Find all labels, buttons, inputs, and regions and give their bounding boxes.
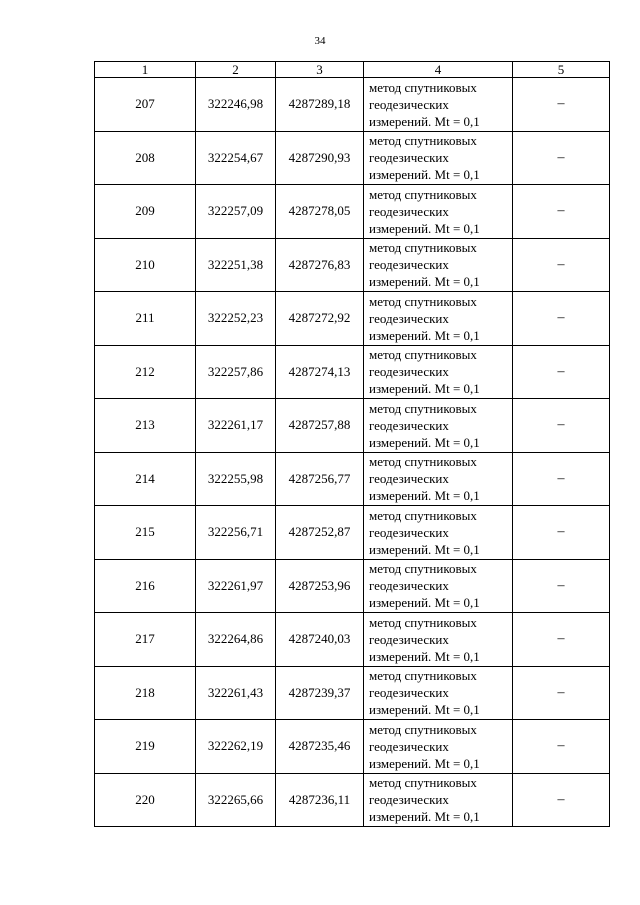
method-line: метод спутниковых: [369, 240, 477, 256]
method-line: метод спутниковых: [369, 293, 477, 309]
method-cell: [364, 773, 513, 827]
method-line: метод спутниковых: [369, 668, 477, 684]
point-number-cell: 210: [95, 238, 196, 292]
point-number-cell: 217: [95, 613, 196, 667]
method-line: геодезических: [369, 631, 449, 647]
note-cell: –: [513, 238, 610, 292]
point-number-cell: 211: [95, 292, 196, 346]
method-line: геодезических: [369, 257, 449, 273]
x-coordinate-cell: 322262,19: [196, 720, 276, 774]
point-number-cell: 219: [95, 720, 196, 774]
method-line: измерений. Mt = 0,1: [369, 648, 480, 664]
x-coordinate-cell: 322256,71: [196, 506, 276, 560]
method-cell: [364, 185, 513, 239]
note-cell: –: [513, 506, 610, 560]
method-line: геодезических: [369, 578, 449, 594]
method-line: геодезических: [369, 96, 449, 112]
column-header: 5: [513, 62, 610, 78]
method-line: метод спутниковых: [369, 79, 477, 95]
y-coordinate-cell: 4287235,46: [276, 720, 364, 774]
point-number-cell: 212: [95, 345, 196, 399]
method-line: геодезических: [369, 524, 449, 540]
x-coordinate-cell: 322252,23: [196, 292, 276, 346]
method-line: измерений. Mt = 0,1: [369, 595, 480, 611]
method-cell: [364, 506, 513, 560]
method-cell: [364, 613, 513, 667]
table-row: [95, 292, 610, 346]
method-line: измерений. Mt = 0,1: [369, 809, 480, 825]
note-cell: –: [513, 78, 610, 132]
y-coordinate-cell: 4287272,92: [276, 292, 364, 346]
note-cell: –: [513, 452, 610, 506]
method-line: геодезических: [369, 792, 449, 808]
y-coordinate-cell: 4287256,77: [276, 452, 364, 506]
x-coordinate-cell: 322251,38: [196, 238, 276, 292]
method-line: метод спутниковых: [369, 775, 477, 791]
y-coordinate-cell: 4287290,93: [276, 131, 364, 185]
column-header: 3: [276, 62, 364, 78]
method-line: измерений. Mt = 0,1: [369, 381, 480, 397]
table-row: [95, 613, 610, 667]
y-coordinate-cell: 4287253,96: [276, 559, 364, 613]
column-header: 1: [95, 62, 196, 78]
method-line: измерений. Mt = 0,1: [369, 755, 480, 771]
table-row: [95, 506, 610, 560]
method-cell: [364, 131, 513, 185]
y-coordinate-cell: 4287289,18: [276, 78, 364, 132]
method-cell: [364, 452, 513, 506]
note-cell: –: [513, 613, 610, 667]
page-number: 34: [314, 35, 326, 47]
method-line: метод спутниковых: [369, 721, 477, 737]
method-cell: [364, 345, 513, 399]
method-line: метод спутниковых: [369, 561, 477, 577]
note-cell: –: [513, 131, 610, 185]
point-number-cell: 220: [95, 773, 196, 827]
point-number-cell: 208: [95, 131, 196, 185]
column-header: 2: [196, 62, 276, 78]
method-line: геодезических: [369, 471, 449, 487]
method-cell: [364, 666, 513, 720]
note-cell: –: [513, 399, 610, 453]
table-row: [95, 185, 610, 239]
table-row: [95, 720, 610, 774]
x-coordinate-cell: 322264,86: [196, 613, 276, 667]
table-row: [95, 452, 610, 506]
x-coordinate-cell: 322257,09: [196, 185, 276, 239]
note-cell: –: [513, 292, 610, 346]
method-line: измерений. Mt = 0,1: [369, 541, 480, 557]
point-number-cell: 209: [95, 185, 196, 239]
table-row: [95, 78, 610, 132]
method-line: метод спутниковых: [369, 186, 477, 202]
x-coordinate-cell: 322261,97: [196, 559, 276, 613]
method-line: метод спутниковых: [369, 347, 477, 363]
method-cell: [364, 720, 513, 774]
table-row: [95, 559, 610, 613]
method-line: геодезических: [369, 685, 449, 701]
y-coordinate-cell: 4287239,37: [276, 666, 364, 720]
method-line: геодезических: [369, 150, 449, 166]
method-line: измерений. Mt = 0,1: [369, 702, 480, 718]
table-body: [95, 78, 610, 827]
y-coordinate-cell: 4287236,11: [276, 773, 364, 827]
method-line: измерений. Mt = 0,1: [369, 274, 480, 290]
table-header-row: [95, 62, 610, 78]
point-number-cell: 213: [95, 399, 196, 453]
point-number-cell: 207: [95, 78, 196, 132]
method-line: измерений. Mt = 0,1: [369, 220, 480, 236]
method-line: метод спутниковых: [369, 133, 477, 149]
method-cell: [364, 292, 513, 346]
method-line: геодезических: [369, 364, 449, 380]
note-cell: –: [513, 720, 610, 774]
table-row: [95, 345, 610, 399]
table-row: [95, 666, 610, 720]
method-line: геодезических: [369, 203, 449, 219]
method-line: геодезических: [369, 310, 449, 326]
note-cell: –: [513, 666, 610, 720]
method-line: метод спутниковых: [369, 507, 477, 523]
x-coordinate-cell: 322265,66: [196, 773, 276, 827]
method-cell: [364, 399, 513, 453]
point-number-cell: 215: [95, 506, 196, 560]
note-cell: –: [513, 773, 610, 827]
method-cell: [364, 238, 513, 292]
y-coordinate-cell: 4287257,88: [276, 399, 364, 453]
y-coordinate-cell: 4287274,13: [276, 345, 364, 399]
coordinates-table: [94, 61, 610, 827]
method-line: измерений. Mt = 0,1: [369, 167, 480, 183]
method-line: метод спутниковых: [369, 614, 477, 630]
x-coordinate-cell: 322257,86: [196, 345, 276, 399]
x-coordinate-cell: 322261,43: [196, 666, 276, 720]
x-coordinate-cell: 322261,17: [196, 399, 276, 453]
method-cell: [364, 78, 513, 132]
table-row: [95, 773, 610, 827]
x-coordinate-cell: 322246,98: [196, 78, 276, 132]
method-line: измерений. Mt = 0,1: [369, 434, 480, 450]
table-row: [95, 399, 610, 453]
method-line: геодезических: [369, 417, 449, 433]
method-line: измерений. Mt = 0,1: [369, 327, 480, 343]
y-coordinate-cell: 4287252,87: [276, 506, 364, 560]
point-number-cell: 214: [95, 452, 196, 506]
note-cell: –: [513, 559, 610, 613]
x-coordinate-cell: 322254,67: [196, 131, 276, 185]
column-header: 4: [364, 62, 513, 78]
method-line: измерений. Mt = 0,1: [369, 113, 480, 129]
method-line: метод спутниковых: [369, 454, 477, 470]
method-line: метод спутниковых: [369, 400, 477, 416]
point-number-cell: 218: [95, 666, 196, 720]
table-row: [95, 131, 610, 185]
x-coordinate-cell: 322255,98: [196, 452, 276, 506]
y-coordinate-cell: 4287240,03: [276, 613, 364, 667]
y-coordinate-cell: 4287276,83: [276, 238, 364, 292]
method-line: измерений. Mt = 0,1: [369, 488, 480, 504]
point-number-cell: 216: [95, 559, 196, 613]
method-line: геодезических: [369, 738, 449, 754]
method-cell: [364, 559, 513, 613]
table-row: [95, 238, 610, 292]
note-cell: –: [513, 185, 610, 239]
note-cell: –: [513, 345, 610, 399]
y-coordinate-cell: 4287278,05: [276, 185, 364, 239]
